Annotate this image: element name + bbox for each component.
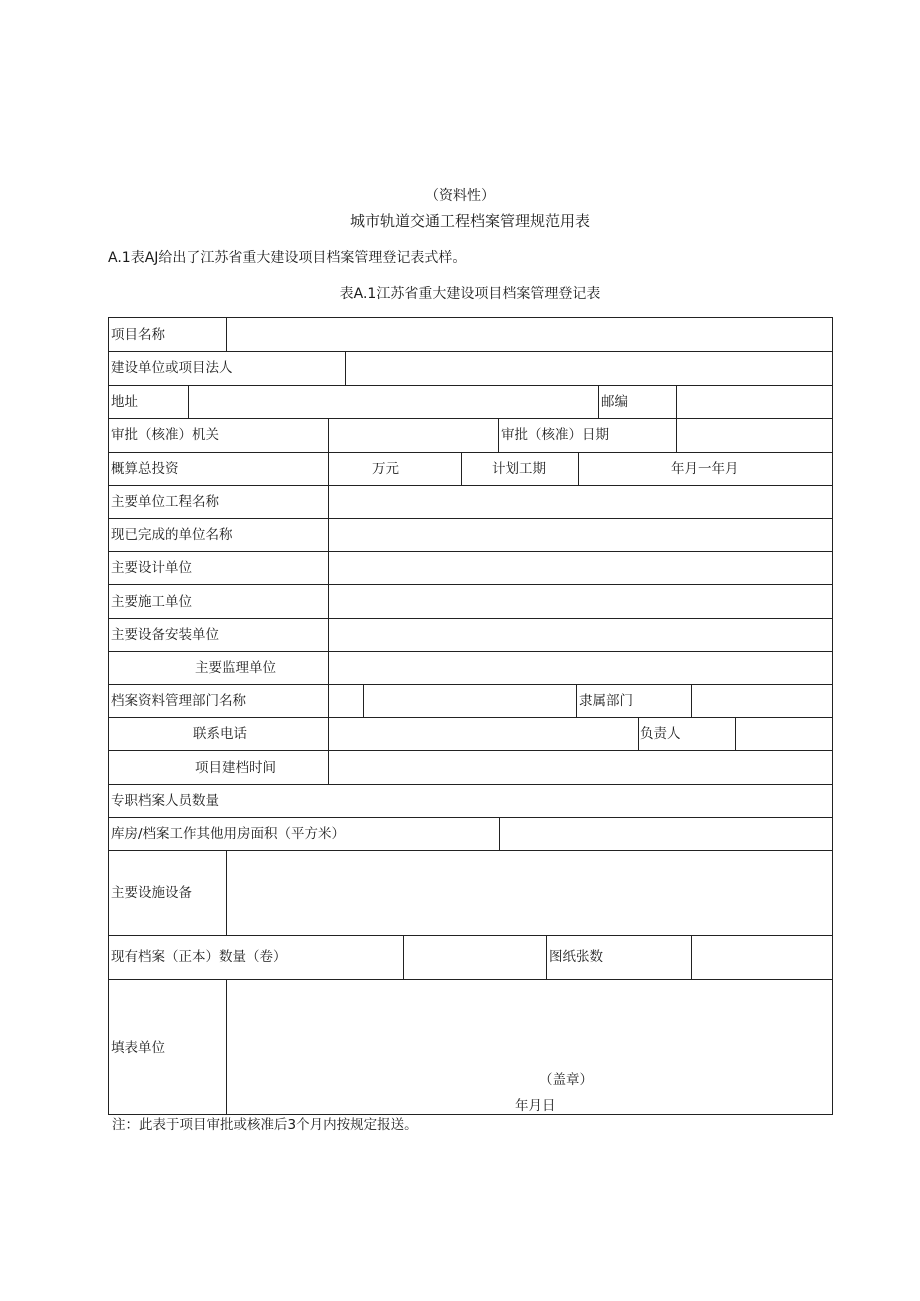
row-divider (109, 485, 832, 486)
row-divider (109, 351, 832, 352)
label-person-in-charge: 负责人 (640, 726, 681, 742)
label-parent-department: 隶属部门 (579, 693, 633, 709)
col-divider (676, 385, 677, 452)
col-divider (226, 979, 227, 1114)
label-project-name: 项目名称 (111, 327, 165, 343)
label-supervision-unit: 主要监理单位 (195, 660, 276, 676)
intro-text: A.1表AJ给出了江苏省重大建设项目档案管理登记表式样。 (108, 250, 467, 266)
registration-form (108, 317, 833, 1115)
row-divider (109, 385, 832, 386)
col-divider (461, 452, 462, 485)
label-address: 地址 (111, 394, 138, 410)
footnote: 注：此表于项目审批或核准后3个月内按规定报送。 (112, 1117, 418, 1133)
row-divider (109, 684, 832, 685)
col-divider (328, 651, 329, 784)
row-divider (109, 817, 832, 818)
label-archive-time: 项目建档时间 (195, 760, 276, 776)
label-design-unit: 主要设计单位 (111, 560, 192, 576)
label-construction-unit: 建设单位或项目法人 (111, 360, 233, 376)
col-divider (226, 318, 227, 351)
col-divider (403, 935, 404, 979)
col-divider (498, 418, 499, 452)
value-investment-unit: 万元 (372, 461, 399, 477)
label-completed-units: 现已完成的单位名称 (111, 527, 233, 543)
col-divider (546, 935, 547, 979)
row-divider (109, 850, 832, 851)
label-existing-archives: 现有档案（正本）数量（卷） (111, 949, 287, 965)
label-planned-period: 计划工期 (492, 461, 546, 477)
date-line: 年月日 (515, 1098, 556, 1114)
col-divider (226, 850, 227, 935)
col-divider (363, 684, 364, 717)
col-divider (576, 684, 577, 717)
row-divider (109, 935, 832, 936)
col-divider (598, 385, 599, 418)
seal-text: （盖章） (539, 1072, 593, 1088)
label-contact-phone: 联系电话 (193, 726, 247, 742)
col-divider (188, 385, 189, 418)
col-divider (691, 935, 692, 979)
label-archive-department: 档案资料管理部门名称 (111, 693, 246, 709)
col-divider (345, 351, 346, 385)
label-construction-company: 主要施工单位 (111, 594, 192, 610)
label-equipment-installer: 主要设备安装单位 (111, 627, 219, 643)
col-divider (735, 717, 736, 750)
col-divider (691, 684, 692, 717)
row-divider (109, 584, 832, 585)
label-archive-staff-count: 专职档案人员数量 (111, 793, 219, 809)
label-postal-code: 邮编 (601, 394, 628, 410)
row-divider (109, 979, 832, 980)
label-storage-area: 库房/档案工作其他用房面积（平方米） (111, 826, 346, 842)
col-divider (499, 817, 500, 850)
document-title: 城市轨道交通工程档案管理规范用表 (349, 212, 590, 230)
col-divider (578, 452, 579, 485)
row-divider (109, 750, 832, 751)
row-divider (109, 551, 832, 552)
table-caption: 表A.1江苏省重大建设项目档案管理登记表 (339, 286, 601, 302)
col-divider (328, 618, 329, 651)
row-divider (109, 717, 832, 718)
label-main-facilities: 主要设施设备 (111, 885, 192, 901)
label-filling-unit: 填表单位 (111, 1040, 165, 1056)
value-period-format: 年月一年月 (671, 461, 739, 477)
col-divider (638, 717, 639, 750)
label-total-investment: 概算总投资 (111, 461, 179, 477)
label-main-unit-project: 主要单位工程名称 (111, 494, 219, 510)
row-divider (109, 618, 832, 619)
label-approval-date: 审批（核准）日期 (501, 427, 609, 443)
row-divider (109, 784, 832, 785)
row-divider (109, 518, 832, 519)
col-divider (328, 418, 329, 618)
label-approval-authority: 审批（核准）机关 (111, 427, 219, 443)
row-divider (109, 418, 832, 419)
label-drawing-count: 图纸张数 (549, 949, 603, 965)
header-note: （资料性） (425, 188, 495, 204)
row-divider (109, 651, 832, 652)
row-divider (109, 452, 832, 453)
